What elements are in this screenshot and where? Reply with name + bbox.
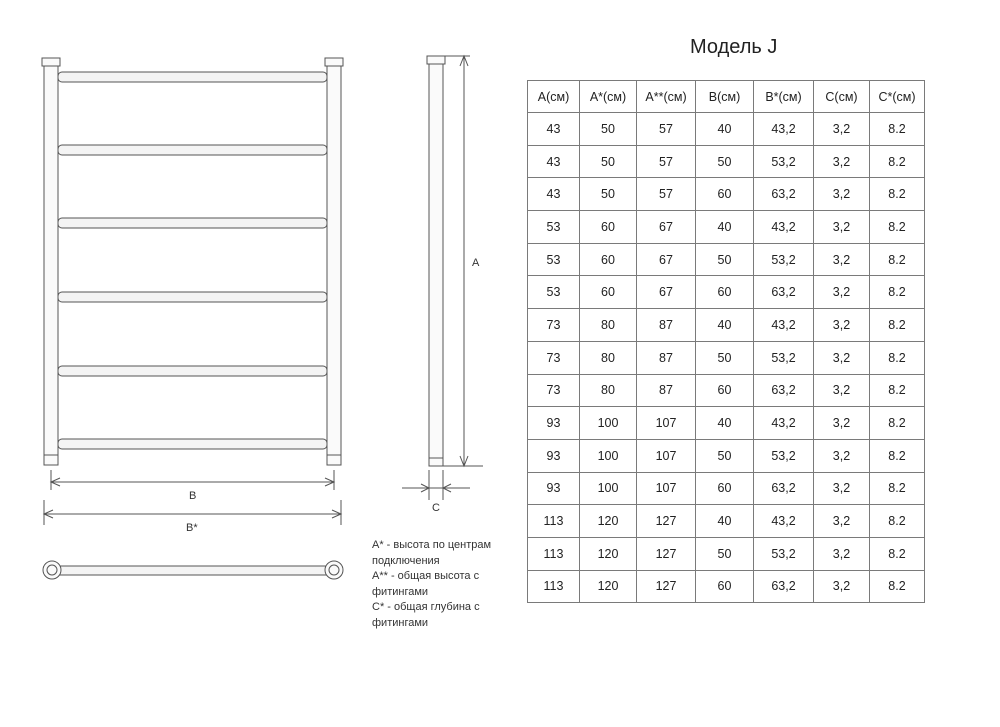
table-cell: 57 <box>637 178 696 211</box>
table-row <box>528 309 925 342</box>
table-cell: 73 <box>528 309 580 342</box>
table-cell: 8.2 <box>870 276 925 309</box>
table-cell: 40 <box>696 407 754 440</box>
table-cell: 53,2 <box>754 243 814 276</box>
table-cell: 43,2 <box>754 407 814 440</box>
table-cell: 53,2 <box>754 145 814 178</box>
table-cell: 67 <box>637 276 696 309</box>
rung-6 <box>58 439 327 449</box>
table-row <box>528 211 925 244</box>
rung-2 <box>58 145 327 155</box>
table-cell: 120 <box>580 537 637 570</box>
table-cell: 127 <box>637 537 696 570</box>
table-cell: 57 <box>637 113 696 146</box>
table-cell: 60 <box>696 178 754 211</box>
table-row <box>528 537 925 570</box>
table-cell: 50 <box>696 243 754 276</box>
table-cell: 50 <box>696 145 754 178</box>
table-cell: 8.2 <box>870 243 925 276</box>
model-title: Модель J <box>690 36 778 58</box>
left-post <box>44 61 58 459</box>
table-cell: 8.2 <box>870 537 925 570</box>
table-cell: 3,2 <box>814 178 870 211</box>
table-cell: 50 <box>696 537 754 570</box>
table-cell: 53 <box>528 243 580 276</box>
left-post-cap-top <box>42 58 60 66</box>
table-cell: 8.2 <box>870 309 925 342</box>
table-cell: 43 <box>528 145 580 178</box>
table-cell: 50 <box>696 439 754 472</box>
table-row <box>528 341 925 374</box>
label-a: A <box>472 257 480 269</box>
table-cell: 127 <box>637 570 696 603</box>
table-cell: 8.2 <box>870 439 925 472</box>
table-cell: 53,2 <box>754 537 814 570</box>
table-cell: 63,2 <box>754 570 814 603</box>
table-cell: 8.2 <box>870 570 925 603</box>
table-cell: 3,2 <box>814 505 870 538</box>
table-cell: 60 <box>580 243 637 276</box>
rung-1 <box>58 72 327 82</box>
table-cell: 113 <box>528 570 580 603</box>
table-cell: 40 <box>696 113 754 146</box>
table-cell: 63,2 <box>754 374 814 407</box>
table-row <box>528 145 925 178</box>
table-cell: 3,2 <box>814 472 870 505</box>
table-cell: 60 <box>580 276 637 309</box>
table-cell: 63,2 <box>754 276 814 309</box>
table-cell: 113 <box>528 537 580 570</box>
table-cell: 93 <box>528 439 580 472</box>
table-row <box>528 439 925 472</box>
table-cell: 87 <box>637 309 696 342</box>
table-cell: 80 <box>580 374 637 407</box>
note-line: A* - высота по центрам <box>372 539 492 551</box>
table-cell: 53,2 <box>754 341 814 374</box>
table-row <box>528 472 925 505</box>
right-post-foot <box>327 455 341 465</box>
table-cell: 3,2 <box>814 341 870 374</box>
table-cell: 100 <box>580 439 637 472</box>
table-cell: 127 <box>637 505 696 538</box>
table-cell: 50 <box>580 113 637 146</box>
notes <box>372 538 522 631</box>
table-cell: 107 <box>637 407 696 440</box>
table-cell: 73 <box>528 341 580 374</box>
note-line: C* - общая глубина с <box>372 601 480 613</box>
note-line: подключения <box>372 554 440 567</box>
label-b-total: B* <box>186 522 198 534</box>
table-cell: 57 <box>637 145 696 178</box>
table-cell: 3,2 <box>814 407 870 440</box>
table-cell: 8.2 <box>870 341 925 374</box>
table-cell: 67 <box>637 211 696 244</box>
table-cell: 63,2 <box>754 472 814 505</box>
table-cell: 40 <box>696 505 754 538</box>
table-cell: 3,2 <box>814 276 870 309</box>
table-row <box>528 178 925 211</box>
table-cell: 93 <box>528 407 580 440</box>
table-cell: 50 <box>696 341 754 374</box>
table-cell: 50 <box>580 145 637 178</box>
table-cell: 8.2 <box>870 374 925 407</box>
table-cell: 3,2 <box>814 374 870 407</box>
table-row <box>528 505 925 538</box>
rung-5 <box>58 366 327 376</box>
note-line: фитингами <box>372 585 429 598</box>
header-a: A(см) <box>528 81 580 113</box>
table-cell: 60 <box>696 276 754 309</box>
rung-4 <box>58 292 327 302</box>
table-row <box>528 276 925 309</box>
note-line: фитингами <box>372 616 429 629</box>
table-cell: 120 <box>580 505 637 538</box>
table-cell: 53 <box>528 211 580 244</box>
table-cell: 3,2 <box>814 537 870 570</box>
table-cell: 43 <box>528 178 580 211</box>
table-cell: 3,2 <box>814 145 870 178</box>
table-cell: 8.2 <box>870 472 925 505</box>
table-cell: 8.2 <box>870 407 925 440</box>
table-cell: 43 <box>528 113 580 146</box>
table-cell: 100 <box>580 472 637 505</box>
table-cell: 8.2 <box>870 505 925 538</box>
right-post <box>327 61 341 459</box>
side-view-post <box>429 60 443 462</box>
table-cell: 40 <box>696 309 754 342</box>
table-cell: 43,2 <box>754 211 814 244</box>
table-cell: 53 <box>528 276 580 309</box>
header-a-center: A*(см) <box>580 81 637 113</box>
right-post-cap-top <box>325 58 343 66</box>
top-view-right-ring-outer <box>325 561 343 579</box>
table-cell: 80 <box>580 309 637 342</box>
table-cell: 87 <box>637 374 696 407</box>
table-cell: 87 <box>637 341 696 374</box>
table-cell: 3,2 <box>814 439 870 472</box>
table-cell: 3,2 <box>814 243 870 276</box>
table-cell: 3,2 <box>814 211 870 244</box>
side-view-cap <box>427 56 445 64</box>
spec-table <box>527 80 925 603</box>
side-view-foot <box>429 458 443 466</box>
table-cell: 8.2 <box>870 113 925 146</box>
table-cell: 80 <box>580 341 637 374</box>
table-cell: 100 <box>580 407 637 440</box>
note-line: A** - общая высота с <box>372 570 480 582</box>
label-b: B <box>189 490 197 502</box>
header-b: B(см) <box>696 81 754 113</box>
table-row <box>528 407 925 440</box>
rung-3 <box>58 218 327 228</box>
table-cell: 60 <box>696 570 754 603</box>
header-c-total: C*(см) <box>870 81 925 113</box>
table-cell: 107 <box>637 472 696 505</box>
table-cell: 93 <box>528 472 580 505</box>
table-cell: 60 <box>696 374 754 407</box>
table-row <box>528 243 925 276</box>
header-a-total: A**(см) <box>637 81 696 113</box>
table-cell: 60 <box>696 472 754 505</box>
table-cell: 3,2 <box>814 113 870 146</box>
table-row <box>528 374 925 407</box>
table-cell: 43,2 <box>754 113 814 146</box>
table-cell: 50 <box>580 178 637 211</box>
table-row <box>528 570 925 603</box>
label-c: C <box>432 502 440 514</box>
top-view-bar <box>50 566 338 575</box>
table-cell: 8.2 <box>870 145 925 178</box>
top-view-left-ring-outer <box>43 561 61 579</box>
table-cell: 67 <box>637 243 696 276</box>
table-cell: 43,2 <box>754 505 814 538</box>
table-header-row <box>528 81 925 113</box>
left-post-foot <box>44 455 58 465</box>
table-cell: 120 <box>580 570 637 603</box>
table-cell: 73 <box>528 374 580 407</box>
table-cell: 43,2 <box>754 309 814 342</box>
table-cell: 3,2 <box>814 309 870 342</box>
table-cell: 40 <box>696 211 754 244</box>
table-cell: 53,2 <box>754 439 814 472</box>
header-b-total: B*(см) <box>754 81 814 113</box>
table-cell: 60 <box>580 211 637 244</box>
table-cell: 63,2 <box>754 178 814 211</box>
header-c: C(см) <box>814 81 870 113</box>
table-cell: 8.2 <box>870 178 925 211</box>
table-row <box>528 113 925 146</box>
table-cell: 107 <box>637 439 696 472</box>
table-cell: 8.2 <box>870 211 925 244</box>
table-cell: 113 <box>528 505 580 538</box>
table-cell: 3,2 <box>814 570 870 603</box>
